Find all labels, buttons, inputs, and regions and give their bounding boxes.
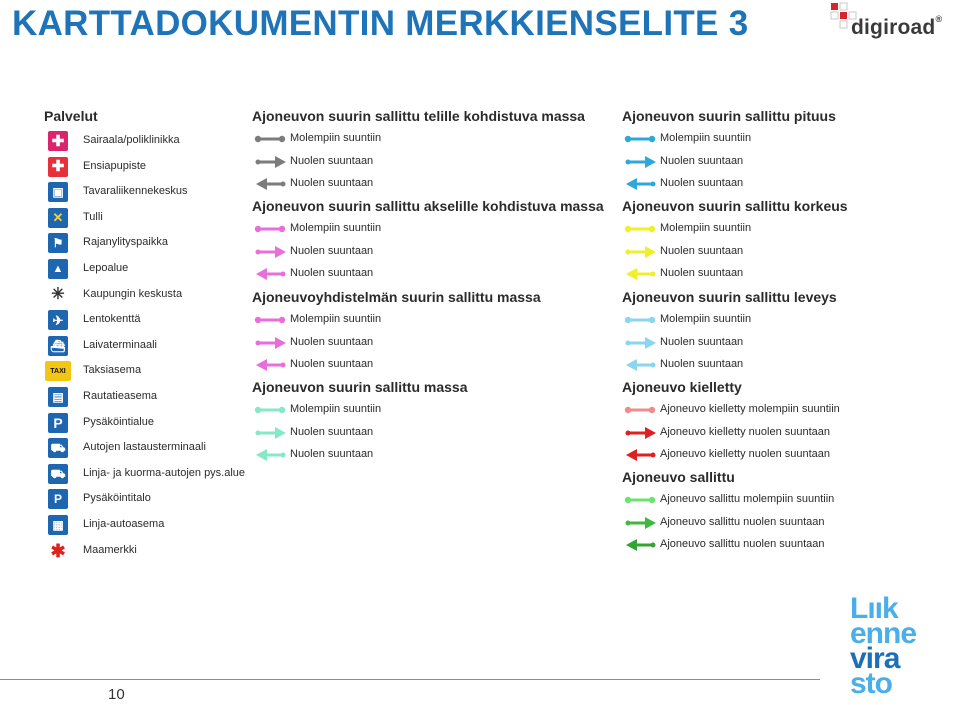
- arrow-left-icon: [624, 537, 658, 553]
- legend-row: [624, 312, 864, 328]
- legend-row-label: Nuolen suuntaan: [290, 267, 374, 279]
- arrow-right-icon: [254, 425, 288, 441]
- first-aid-icon: ✚: [48, 157, 68, 177]
- legend-row: [624, 176, 864, 192]
- legend-row-label: Ajoneuvo sallittu molempiin suuntiin: [660, 493, 835, 505]
- palvelut-item-label: Taksiasema: [83, 364, 142, 377]
- arrow-left-icon: [624, 266, 658, 282]
- legend-row-label: Molempiin suuntiin: [290, 222, 382, 234]
- palvelut-item-label: Pysäköintitalo: [83, 492, 151, 505]
- palvelut-item: [48, 207, 248, 229]
- palvelut-item-label: Rautatieasema: [83, 390, 157, 402]
- legend-section-title: Ajoneuvon suurin sallittu pituus: [622, 108, 836, 124]
- legend-row: [624, 515, 864, 531]
- footer-divider: [0, 679, 820, 680]
- legend-row-label: Molempiin suuntiin: [660, 222, 752, 234]
- legend-row: [624, 154, 864, 170]
- palvelut-item-label: Tulli: [83, 210, 103, 223]
- legend-row-label: Ajoneuvo sallittu nuolen suuntaan: [660, 538, 825, 550]
- train-station-icon: ▤: [48, 387, 68, 407]
- legend-row: [254, 266, 494, 282]
- legend-section-title: Ajoneuvo sallittu: [622, 469, 735, 485]
- legend-row: [254, 335, 494, 351]
- legend-row-label: Ajoneuvo sallittu nuolen suuntaan: [660, 515, 825, 528]
- arrow-left-icon: [254, 176, 288, 192]
- legend-row-label: Molempiin suuntiin: [660, 313, 752, 325]
- legend-row: [254, 176, 494, 192]
- logo-line-3: vira: [850, 642, 900, 675]
- palvelut-item-label: Ensiapupiste: [83, 159, 146, 172]
- legend-row-label: Molempiin suuntiin: [290, 132, 382, 144]
- legend-row-label: Ajoneuvo kielletty nuolen suuntaan: [660, 425, 831, 438]
- hospital-icon: ✚: [48, 131, 68, 151]
- line-both-directions-icon: [624, 402, 658, 418]
- arrow-right-icon: [624, 154, 658, 170]
- palvelut-item-label: Lepoalue: [83, 262, 129, 274]
- legend-row: [254, 447, 494, 463]
- legend-row-label: Nuolen suuntaan: [660, 244, 744, 257]
- palvelut-item: [48, 181, 248, 203]
- legend-row-label: Nuolen suuntaan: [290, 448, 374, 460]
- palvelut-item-label: Laivaterminaali: [83, 338, 157, 351]
- arrow-right-icon: [624, 515, 658, 531]
- legend-row: [254, 154, 494, 170]
- legend-row-label: Ajoneuvo kielletty nuolen suuntaan: [660, 448, 831, 460]
- logo-line-1: Lıık: [850, 592, 898, 625]
- legend-row-label: Nuolen suuntaan: [660, 335, 744, 348]
- ship-terminal-icon: ⛴: [48, 336, 68, 356]
- legend-row-label: Nuolen suuntaan: [660, 154, 744, 167]
- taxi-icon: TAXI: [45, 361, 71, 381]
- arrow-right-icon: [254, 244, 288, 260]
- palvelut-item: [48, 156, 248, 178]
- bus-truck-parking-icon: ⛟: [48, 464, 68, 484]
- legend-row: [624, 537, 864, 553]
- arrow-left-icon: [624, 357, 658, 373]
- legend-row: [254, 425, 494, 441]
- legend-section-title: Ajoneuvon suurin sallittu massa: [252, 379, 468, 395]
- palvelut-item: [48, 412, 248, 434]
- legend-row: [254, 312, 494, 328]
- legend-row-label: Nuolen suuntaan: [290, 358, 374, 370]
- logo-line-2: enne: [850, 617, 917, 650]
- legend-row: [254, 402, 494, 418]
- line-both-directions-icon: [254, 221, 288, 237]
- car-loading-terminal-icon: ⛟: [48, 438, 68, 458]
- line-both-directions-icon: [624, 221, 658, 237]
- palvelut-item: [48, 514, 248, 536]
- palvelut-item-label: Maamerkki: [83, 543, 137, 556]
- legend-row: [254, 357, 494, 373]
- palvelut-item: [48, 130, 248, 152]
- line-both-directions-icon: [624, 492, 658, 508]
- palvelut-item-label: Autojen lastausterminaali: [83, 441, 206, 454]
- customs-icon: ✕: [48, 208, 68, 228]
- arrow-right-icon: [624, 425, 658, 441]
- arrow-left-icon: [624, 176, 658, 192]
- palvelut-item: [48, 232, 248, 254]
- legend-row: [624, 131, 864, 147]
- legend-row: [624, 425, 864, 441]
- line-both-directions-icon: [254, 402, 288, 418]
- legend-row-label: Nuolen suuntaan: [290, 335, 374, 348]
- legend-row: [254, 131, 494, 147]
- palvelut-item-label: Lentokenttä: [83, 313, 141, 326]
- line-both-directions-icon: [624, 312, 658, 328]
- legend-section-title: Ajoneuvo kielletty: [622, 379, 742, 395]
- palvelut-item: [48, 437, 248, 459]
- palvelut-item-label: Kaupungin keskusta: [83, 287, 183, 300]
- arrow-right-icon: [254, 154, 288, 170]
- legend-row-label: Nuolen suuntaan: [290, 425, 374, 438]
- legend-row-label: Nuolen suuntaan: [660, 358, 744, 370]
- legend-row: [254, 221, 494, 237]
- digiroad-wordmark: digiroad®: [851, 14, 943, 39]
- arrow-right-icon: [624, 335, 658, 351]
- palvelut-item-label: Sairaala/poliklinikka: [83, 134, 180, 146]
- palvelut-item: [48, 488, 248, 510]
- legend-row: [624, 492, 864, 508]
- palvelut-item-label: Pysäköintialue: [83, 415, 154, 428]
- arrow-left-icon: [254, 266, 288, 282]
- arrow-left-icon: [624, 447, 658, 463]
- legend-row-label: Nuolen suuntaan: [290, 154, 374, 167]
- palvelut-item: [48, 540, 248, 562]
- line-both-directions-icon: [254, 131, 288, 147]
- border-crossing-icon: ⚑: [48, 233, 68, 253]
- legend-row: [624, 357, 864, 373]
- palvelut-item: [48, 335, 248, 357]
- legend-section-title: Ajoneuvon suurin sallittu leveys: [622, 289, 837, 305]
- legend-row: [624, 244, 864, 260]
- palvelut-item-label: Tavaraliikennekeskus: [83, 185, 188, 198]
- palvelut-item-label: Rajanylityspaikka: [83, 236, 168, 249]
- legend-row-label: Ajoneuvo kielletty molempiin suuntiin: [660, 403, 840, 415]
- palvelut-item: [48, 258, 248, 280]
- legend-row: [624, 221, 864, 237]
- page-number: 10: [108, 686, 125, 703]
- page-title: KARTTADOKUMENTIN MERKKIENSELITE 3: [12, 4, 749, 43]
- liikennevirasto-logo: [850, 592, 950, 700]
- legend-section-title: Ajoneuvon suurin sallittu telille kohdistuva massa: [252, 108, 585, 124]
- palvelut-item-label: Linja- ja kuorma-autojen pys.alue: [83, 466, 246, 479]
- palvelut-item: [48, 284, 248, 306]
- legend-row-label: Molempiin suuntiin: [290, 313, 382, 325]
- freight-center-icon: ▣: [48, 182, 68, 202]
- digiroad-logo: [830, 2, 958, 44]
- legend-row: [624, 447, 864, 463]
- palvelut-item: [48, 463, 248, 485]
- legend-row-label: Molempiin suuntiin: [290, 403, 382, 415]
- palvelut-item-label: Linja-autoasema: [83, 518, 165, 530]
- arrow-right-icon: [254, 335, 288, 351]
- city-center-icon: ✳: [51, 285, 65, 303]
- parking-garage-icon: P: [48, 489, 68, 509]
- palvelut-item: [48, 309, 248, 331]
- legend-row-label: Nuolen suuntaan: [290, 244, 374, 257]
- legend-row-label: Nuolen suuntaan: [660, 177, 744, 189]
- legend-row-label: Molempiin suuntiin: [660, 132, 752, 144]
- arrow-left-icon: [254, 357, 288, 373]
- bus-station-icon: ▦: [48, 515, 68, 535]
- legend-row: [624, 402, 864, 418]
- legend-row-label: Nuolen suuntaan: [290, 177, 374, 189]
- line-both-directions-icon: [254, 312, 288, 328]
- line-both-directions-icon: [624, 131, 658, 147]
- rest-area-icon: ▲: [48, 259, 68, 279]
- legend-row: [254, 244, 494, 260]
- palvelut-item: [48, 386, 248, 408]
- legend-section-title: Ajoneuvoyhdistelmän suurin sallittu massa: [252, 289, 541, 305]
- legend-section-title: Ajoneuvon suurin sallittu korkeus: [622, 198, 848, 214]
- parking-icon: P: [48, 413, 68, 433]
- landmark-icon: ✱: [50, 540, 66, 561]
- palvelut-item: [48, 360, 248, 382]
- legend-section-title: Ajoneuvon suurin sallittu akselille kohdistuva massa: [252, 198, 604, 214]
- airport-icon: ✈: [48, 310, 68, 330]
- palvelut-title: Palvelut: [44, 108, 98, 124]
- logo-line-4: sto: [850, 667, 892, 700]
- legend-row: [624, 335, 864, 351]
- arrow-left-icon: [254, 447, 288, 463]
- legend-row: [624, 266, 864, 282]
- legend-row-label: Nuolen suuntaan: [660, 267, 744, 279]
- arrow-right-icon: [624, 244, 658, 260]
